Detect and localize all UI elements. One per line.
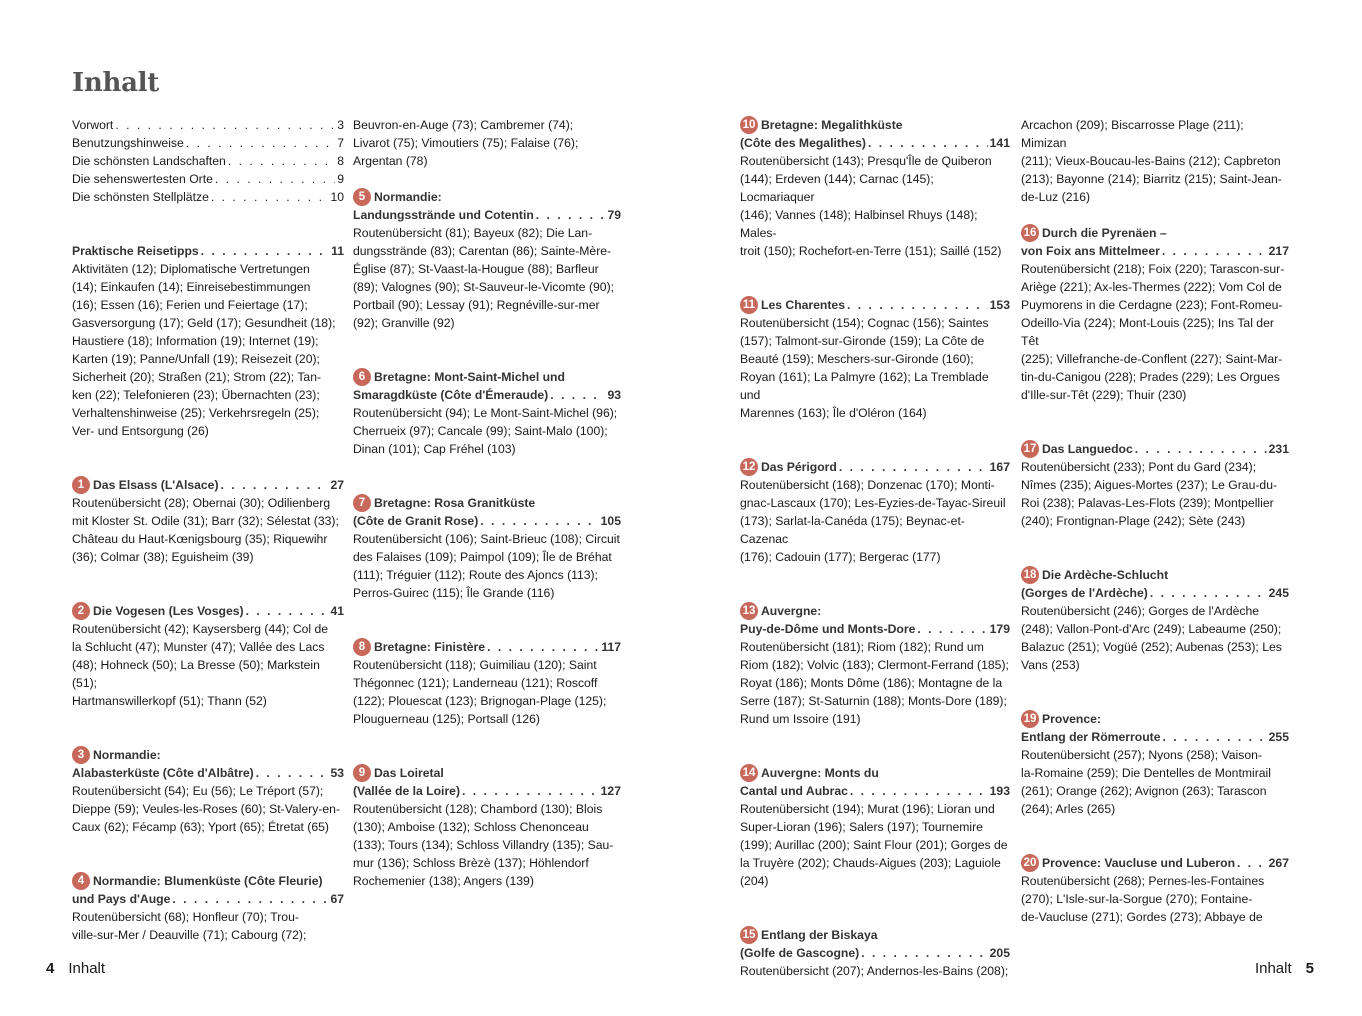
chapter-places-text: Routenübersicht (168); Donzenac (170); Monti- gnac-Lascaux (170); Les-Eyzies-de-Tayac-Sireuil (173); Sarlat-la-Canéda (175); Beynac-et-Cazenac (176); Cadouin (177); Bergerac (177) (740, 478, 1006, 564)
chapter-page-number: 117 (601, 640, 621, 654)
chapter-page-number: 153 (989, 298, 1010, 312)
chapter-title-line[interactable]: und Pays d'Auge . . . 67 (72, 890, 344, 908)
chapter-page-number: 193 (989, 784, 1010, 798)
chapter-page-number: 217 (1268, 244, 1289, 258)
toc-column-3 (740, 116, 1010, 1016)
chapter-number-badge: 13 (740, 602, 758, 620)
chapter-places-text: Routenübersicht (106); Saint-Brieuc (108); Circuit des Falaises (109); Paimpol (109); Île de Bréhat (111); Tréguier (112); Route des Ajoncs (113); Perros-Guirec (115); Île Grande (116) (353, 532, 620, 600)
chapter-title-line[interactable]: 20 Provence: Vaucluse und Luberon . . . 267 (1021, 854, 1289, 872)
chapter-number-badge: 5 (353, 188, 371, 206)
chapter-title-line[interactable]: Landungsstrände und Cotentin . . . 79 (353, 206, 621, 224)
toc-chapter-17 (1021, 440, 1289, 530)
toc-chapter-8 (353, 638, 621, 728)
toc-reisetipps-heading[interactable]: Praktische Reisetipps . . . 11 (72, 242, 344, 260)
chapter-places-text: Routenübersicht (246); Gorges de l'Ardèche (248); Vallon-Pont-d'Arc (249); Labeaume (250); Balazuc (251); Vogüé (252); Aubenas (253); Les Vans (253) (1021, 604, 1282, 672)
chapter-number-badge: 17 (1021, 440, 1039, 458)
toc-column-1 (72, 116, 344, 980)
footer-left (46, 960, 105, 977)
chapter-places-text: Routenübersicht (181); Riom (182); Rund um Riom (182); Volvic (183); Clermont-Ferrand (185); Royat (186); Monts Dôme (186); Montagne de la Serre (187); St-Saturnin (188); Monts-Dore (189); Rund um Issoire (191) (740, 640, 1009, 726)
chapter-page-number: 105 (600, 514, 621, 528)
page-title: Inhalt (72, 68, 159, 98)
chapter-title-line[interactable]: (Golfe de Gascogne) . . . 205 (740, 944, 1010, 962)
toc-intro-block (72, 116, 344, 206)
chapter-number-badge: 4 (72, 872, 90, 890)
toc-chapter-6 (353, 368, 621, 458)
chapter-number-badge: 3 (72, 746, 90, 764)
chapter-title-line[interactable]: 11 Les Charentes . . . 153 (740, 296, 1010, 314)
toc-chapter-15-continued-text: Arcachon (209); Biscarrosse Plage (211); Mimizan (211); Vieux-Boucau-les-Bains (212); Capbreton (213); Bayonne (214); Biarritz (215); Saint-Jean- de-Luz (216) (1021, 118, 1282, 204)
toc-chapter-13 (740, 602, 1010, 728)
chapter-number-badge: 2 (72, 602, 90, 620)
toc-chapter-4 (72, 872, 344, 944)
chapter-title-line[interactable]: 2 Die Vogesen (Les Vosges) . . . 41 (72, 602, 344, 620)
chapter-page-number: 267 (1268, 856, 1289, 870)
chapter-title-line[interactable]: 12 Das Périgord . . . 167 (740, 458, 1010, 476)
chapter-places-text: Routenübersicht (268); Pernes-les-Fontaines (270); L'Isle-sur-la-Sorgue (270); Fontaine- de-Vaucluse (271); Gordes (273); Abbaye de (1021, 874, 1265, 924)
chapter-page-number: 231 (1268, 442, 1289, 456)
toc-chapter-12 (740, 458, 1010, 566)
chapter-number-badge: 15 (740, 926, 758, 944)
chapter-places-text: Routenübersicht (54); Eu (56); Le Tréport (57); Dieppe (59); Veules-les-Roses (60); St-Valery-en- Caux (62); Fécamp (63); Yport (65); Étretat (65) (72, 784, 341, 834)
chapter-title-line[interactable]: Entlang der Römerroute . . . 255 (1021, 728, 1289, 746)
chapter-title-line[interactable]: 1 Das Elsass (L'Alsace) . . . 27 (72, 476, 344, 494)
toc-chapter-3 (72, 746, 344, 836)
chapter-number-badge: 9 (353, 764, 371, 782)
chapter-title-line[interactable]: 13 Auvergne: (740, 602, 1010, 620)
chapter-number-badge: 8 (353, 638, 371, 656)
chapter-title-line[interactable]: 9 Das Loiretal (353, 764, 621, 782)
chapter-places-text: Routenübersicht (28); Obernai (30); Odilienberg mit Kloster St. Odile (31); Barr (32); Sélestat (33); Château du Haut-Kœnigsbourg (35); Riquewihr (36); Colmar (38); Eguisheim (39) (72, 496, 339, 564)
chapter-places-text: Routenübersicht (194); Murat (196); Lioran und Super-Lioran (196); Salers (197); Tournemire (199); Aurillac (200); Saint Flour (201); Gorges de la Truyère (202); Chauds-Aigues (203); Laguiole (204) (740, 802, 1008, 888)
chapter-title-line[interactable]: Smaragdküste (Côte d'Émeraude) . . . 93 (353, 386, 621, 404)
chapter-places-text: Routenübersicht (218); Foix (220); Tarascon-sur- Ariège (221); Ax-les-Thermes (222); Vom Col de Puymorens in die Cerdagne (223); Font-Romeu- Odeillo-Via (224); Mont-Louis (225); Ins Tal der Têt (225); Villefranche-de-Conflent (227); Saint-Mar- tin-du-Canigou (228); Prades (229); Les Orgues d'Ille-sur-Têt (229); Thuir (230) (1021, 262, 1285, 402)
toc-chapter-9 (353, 764, 621, 890)
chapter-title-line[interactable]: 7 Bretagne: Rosa Granitküste (353, 494, 621, 512)
footer-left-page-number: 4 (46, 960, 55, 977)
chapter-places-text: Routenübersicht (118); Guimiliau (120); Saint Thégonnec (121); Landerneau (121); Roscoff (122); Plouescat (123); Brignogan-Plage (125); Plouguerneau (125); Portsall (126) (353, 658, 607, 726)
toc-column-2 (353, 116, 621, 926)
chapter-page-number: 67 (330, 892, 344, 906)
chapter-title-line[interactable]: 14 Auvergne: Monts du (740, 764, 1010, 782)
chapter-page-number: 127 (600, 784, 621, 798)
toc-column-4 (1021, 116, 1289, 962)
chapter-title-line[interactable]: (Vallée de la Loire) . . . 127 (353, 782, 621, 800)
toc-chapter-19 (1021, 710, 1289, 818)
chapter-page-number: 255 (1268, 730, 1289, 744)
chapter-places-text: Routenübersicht (257); Nyons (258); Vaison- la-Romaine (259); Die Dentelles de Montmirail (261); Orange (262); Avignon (263); Tarascon (264); Arles (265) (1021, 748, 1271, 816)
chapter-page-number: 93 (607, 388, 621, 402)
toc-chapter-16 (1021, 224, 1289, 404)
chapter-page-number: 179 (989, 622, 1010, 636)
chapter-places-text: Routenübersicht (94); Le Mont-Saint-Michel (96); Cherrueix (97); Cancale (99); Saint-Malo (100); Dinan (101); Cap Fréhel (103) (353, 406, 618, 456)
chapter-title-line[interactable]: Alabasterküste (Côte d'Albâtre) . . . 53 (72, 764, 344, 782)
chapter-places-text: Routenübersicht (154); Cognac (156); Saintes (157); Talmont-sur-Gironde (159); La Côte de Beauté (159); Meschers-sur-Gironde (160); Royan (161); La Palmyre (162); La Tremblade und Marennes (163); Île d'Oléron (164) (740, 316, 989, 420)
chapter-places-text: Routenübersicht (128); Chambord (130); Blois (130); Amboise (132); Schloss Chenonceau (133); Tours (134); Schloss Villandry (135); Sau- mur (136); Schloss Brèzè (137); Höhlendorf Rochemenier (138); Angers (139) (353, 802, 614, 888)
chapter-places-text: Routenübersicht (233); Pont du Gard (234); Nîmes (235); Aigues-Mortes (237); Le Grau-du- Roi (238); Palavas-Les-Flots (239); Montpellier (240); Frontignan-Plage (242); Sète (243) (1021, 460, 1278, 528)
toc-chapter-5 (353, 188, 621, 332)
footer-right (1255, 960, 1314, 977)
toc-chapter-2 (72, 602, 344, 710)
toc-chapter-15 (740, 926, 1010, 980)
chapter-page-number: 41 (330, 604, 344, 618)
chapter-page-number: 167 (989, 460, 1010, 474)
toc-reisetipps-text: Aktivitäten (12); Diplomatische Vertretungen (14); Einkaufen (14); Einreisebestimmungen (16); Essen (16); Ferien und Feiertage (17); Gasversorgung (17); Geld (17); Gesundheit (18); Haustiere (18); Information (19); Internet (19); Karten (19); Panne/Unfall (19); Reisezeit (20); Sicherheit (20); Straßen (21); Strom (22); Tan- ken (22); Telefonieren (23); Übernachten (23); Verhaltenshinweise (25); Verkehrsregeln (25); Ver- und Entsorgung (26) (72, 262, 336, 438)
toc-intro-line[interactable]: Benutzungshinweise . . . 7 (72, 134, 344, 152)
chapter-title-line[interactable]: 19 Provence: (1021, 710, 1289, 728)
chapter-title-line[interactable]: 15 Entlang der Biskaya (740, 926, 1010, 944)
chapter-title-line[interactable]: 17 Das Languedoc . . . 231 (1021, 440, 1289, 458)
toc-intro-line[interactable]: Die sehenswertesten Orte . . . 9 (72, 170, 344, 188)
chapter-places-text: Routenübersicht (68); Honfleur (70); Trou- ville-sur-Mer / Deauville (71); Cabourg (72); (72, 910, 307, 942)
footer-right-page-number: 5 (1305, 960, 1314, 977)
chapter-number-badge: 12 (740, 458, 758, 476)
chapter-number-badge: 10 (740, 116, 758, 134)
toc-chapter-7 (353, 494, 621, 602)
toc-chapter-14 (740, 764, 1010, 890)
chapter-title-line[interactable]: 4 Normandie: Blumenküste (Côte Fleurie) (72, 872, 344, 890)
chapter-number-badge: 1 (72, 476, 90, 494)
chapter-title-line[interactable]: 3 Normandie: (72, 746, 344, 764)
chapter-page-number: 245 (1268, 586, 1289, 600)
chapter-page-number: 27 (330, 478, 344, 492)
chapter-number-badge: 14 (740, 764, 758, 782)
chapter-title-line[interactable]: (Côte des Megalithes) . . . 141 (740, 134, 1010, 152)
chapter-number-badge: 18 (1021, 566, 1039, 584)
toc-chapter-10 (740, 116, 1010, 260)
toc-intro-line[interactable]: Die schönsten Stellplätze . . . 10 (72, 188, 344, 206)
chapter-title-line[interactable]: 18 Die Ardèche-Schlucht (1021, 566, 1289, 584)
toc-chapter-4-continued (353, 116, 621, 170)
chapter-title-line[interactable]: (Côte de Granit Rose) . . . 105 (353, 512, 621, 530)
footer-left-label: Inhalt (68, 960, 106, 977)
chapter-title-line[interactable]: von Foix ans Mittelmeer . . . 217 (1021, 242, 1289, 260)
chapter-number-badge: 16 (1021, 224, 1039, 242)
chapter-title-line[interactable]: 10 Bretagne: Megalithküste (740, 116, 1010, 134)
chapter-number-badge: 7 (353, 494, 371, 512)
toc-intro-line[interactable]: Vorwort . . . 3 (72, 116, 344, 134)
toc-chapter-18 (1021, 566, 1289, 674)
chapter-title-line[interactable]: Cantal und Aubrac . . . 193 (740, 782, 1010, 800)
chapter-places-text: Routenübersicht (207); Andernos-les-Bains (208); (740, 964, 1009, 978)
toc-chapter-1 (72, 476, 344, 566)
toc-chapter-4-continued-text: Beuvron-en-Auge (73); Cambremer (74); Livarot (75); Vimoutiers (75); Falaise (76); Argentan (78) (353, 118, 579, 168)
chapter-number-badge: 6 (353, 368, 371, 386)
chapter-places-text: Routenübersicht (42); Kaysersberg (44); Col de la Schlucht (47); Munster (47); Vallée des Lacs (48); Hohneck (50); La Bresse (50); Markstein (51); Hartmanswillerkopf (51); Thann (52) (72, 622, 329, 708)
toc-chapter-11 (740, 296, 1010, 422)
chapter-title-line[interactable]: 5 Normandie: (353, 188, 621, 206)
chapter-title-line[interactable]: 8 Bretagne: Finistère . . . 117 (353, 638, 621, 656)
chapter-title-line[interactable]: 16 Durch die Pyrenäen – (1021, 224, 1289, 242)
chapter-title-line[interactable]: Puy-de-Dôme und Monts-Dore . . . 179 (740, 620, 1010, 638)
chapter-places-text: Routenübersicht (143); Presqu'Île de Quiberon (144); Erdeven (144); Carnac (145); Locmariaquer (146); Vannes (148); Halbinsel Rhuys (148); Males- troit (150); Rochefort-en-Terre (151); Saillé (152) (740, 154, 1002, 258)
chapter-page-number: 53 (330, 766, 344, 780)
chapter-page-number: 141 (989, 136, 1010, 150)
toc-chapter-15-continued (1021, 116, 1289, 206)
chapter-number-badge: 11 (740, 296, 758, 314)
chapter-number-badge: 19 (1021, 710, 1039, 728)
toc-intro-line[interactable]: Die schönsten Landschaften . . . 8 (72, 152, 344, 170)
footer-right-label: Inhalt (1254, 960, 1292, 977)
chapter-number-badge: 20 (1021, 854, 1039, 872)
toc-chapter-20 (1021, 854, 1289, 926)
chapter-page-number: 79 (607, 208, 621, 222)
chapter-title-line[interactable]: 6 Bretagne: Mont-Saint-Michel und (353, 368, 621, 386)
chapter-title-line[interactable]: (Gorges de l'Ardèche) . . . 245 (1021, 584, 1289, 602)
chapter-page-number: 205 (989, 946, 1010, 960)
chapter-places-text: Routenübersicht (81); Bayeux (82); Die Lan- dungsstrände (83); Carentan (86); Sainte-Mère- Église (87); St-Vaast-la-Hougue (88); Barfleur (89); Valognes (90); St-Sauveur-le-Vicomte (90); Portbail (90); Lessay (91); Regnéville-sur-mer (92); Granville (92) (353, 226, 615, 330)
toc-reisetipps (72, 242, 344, 440)
